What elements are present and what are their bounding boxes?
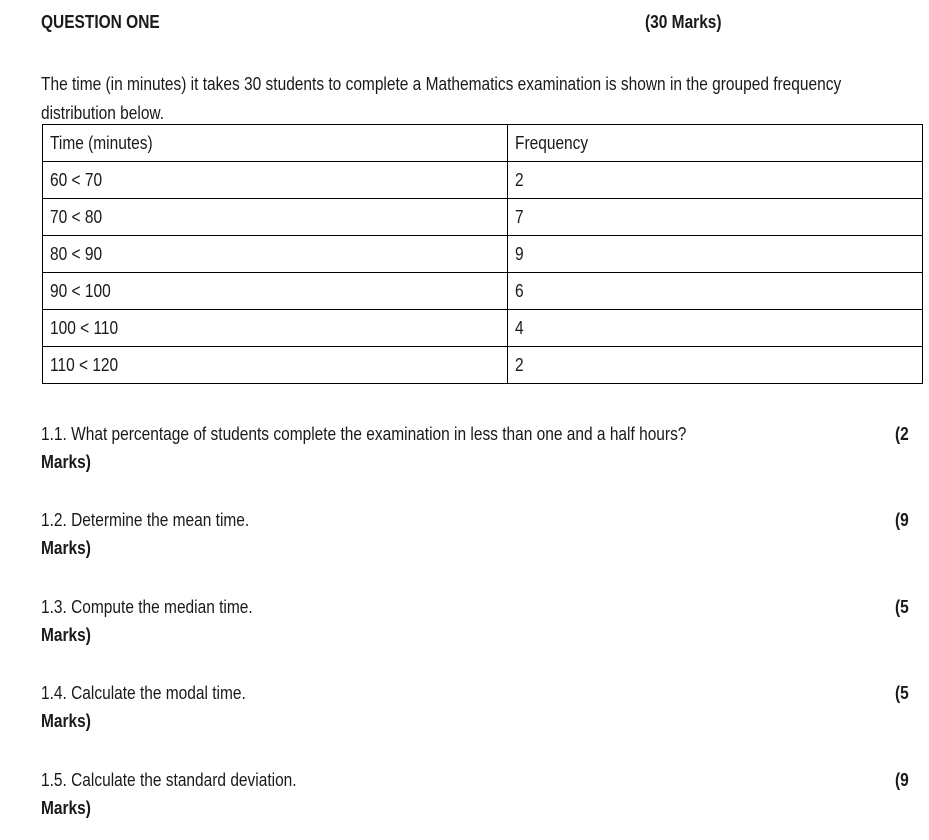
time-cell xyxy=(43,310,508,347)
time-cell-text: 70 < 80 xyxy=(50,206,103,227)
question-marks-label: Marks) xyxy=(41,798,91,818)
time-cell xyxy=(43,236,508,273)
question-points: (2 xyxy=(895,424,909,444)
table-row xyxy=(43,199,923,236)
question-marks-label: Marks) xyxy=(41,452,91,472)
question-points: (5 xyxy=(895,597,909,617)
question-title-text: QUESTION ONE xyxy=(41,12,160,32)
frequency-cell xyxy=(508,236,923,273)
time-cell-text: 100 < 110 xyxy=(50,317,119,338)
time-cell-text: 110 < 120 xyxy=(50,354,119,375)
time-cell-text: 80 < 90 xyxy=(50,243,103,264)
table-row xyxy=(43,347,923,384)
frequency-table xyxy=(42,124,923,384)
question-text: 1.1. What percentage of students complete the examination in less than one and a half hours? xyxy=(41,424,687,444)
question-marks-label: Marks) xyxy=(41,711,91,731)
frequency-cell xyxy=(508,162,923,199)
table-header-time xyxy=(43,125,508,162)
frequency-cell-text: 6 xyxy=(515,280,524,301)
time-cell xyxy=(43,273,508,310)
question-points: (9 xyxy=(895,510,909,530)
header-time-text: Time (minutes) xyxy=(50,132,153,153)
question-points: (9 xyxy=(895,770,909,790)
question-text: 1.4. Calculate the modal time. xyxy=(41,683,246,703)
question-points: (5 xyxy=(895,683,909,703)
time-cell-text: 60 < 70 xyxy=(50,169,103,190)
frequency-cell-text: 2 xyxy=(515,354,524,375)
table-row xyxy=(43,236,923,273)
frequency-cell xyxy=(508,310,923,347)
table-header-row xyxy=(43,125,923,162)
frequency-cell-text: 2 xyxy=(515,169,524,190)
frequency-cell xyxy=(508,199,923,236)
question-text: 1.5. Calculate the standard deviation. xyxy=(41,770,297,790)
frequency-cell-text: 4 xyxy=(515,317,524,338)
intro-paragraph xyxy=(41,70,929,128)
time-cell xyxy=(43,199,508,236)
intro-line-2: distribution below. xyxy=(41,103,165,123)
frequency-cell-text: 9 xyxy=(515,243,524,264)
frequency-cell xyxy=(508,273,923,310)
header-frequency-text: Frequency xyxy=(515,132,589,153)
question-marks-label: Marks) xyxy=(41,538,91,558)
question-marks-label: Marks) xyxy=(41,625,91,645)
question-text: 1.2. Determine the mean time. xyxy=(41,510,250,530)
total-marks-text: (30 Marks) xyxy=(645,12,722,32)
table-row xyxy=(43,162,923,199)
time-cell xyxy=(43,347,508,384)
table-header-frequency xyxy=(508,125,923,162)
table-row xyxy=(43,273,923,310)
question-text: 1.3. Compute the median time. xyxy=(41,597,253,617)
intro-line-1: The time (in minutes) it takes 30 students to complete a Mathematics examination is shown in the grouped frequency xyxy=(41,74,842,94)
total-marks xyxy=(645,12,734,33)
question-title xyxy=(41,12,179,33)
frequency-cell-text: 7 xyxy=(515,206,524,227)
frequency-cell xyxy=(508,347,923,384)
table-row xyxy=(43,310,923,347)
time-cell-text: 90 < 100 xyxy=(50,280,111,301)
time-cell xyxy=(43,162,508,199)
